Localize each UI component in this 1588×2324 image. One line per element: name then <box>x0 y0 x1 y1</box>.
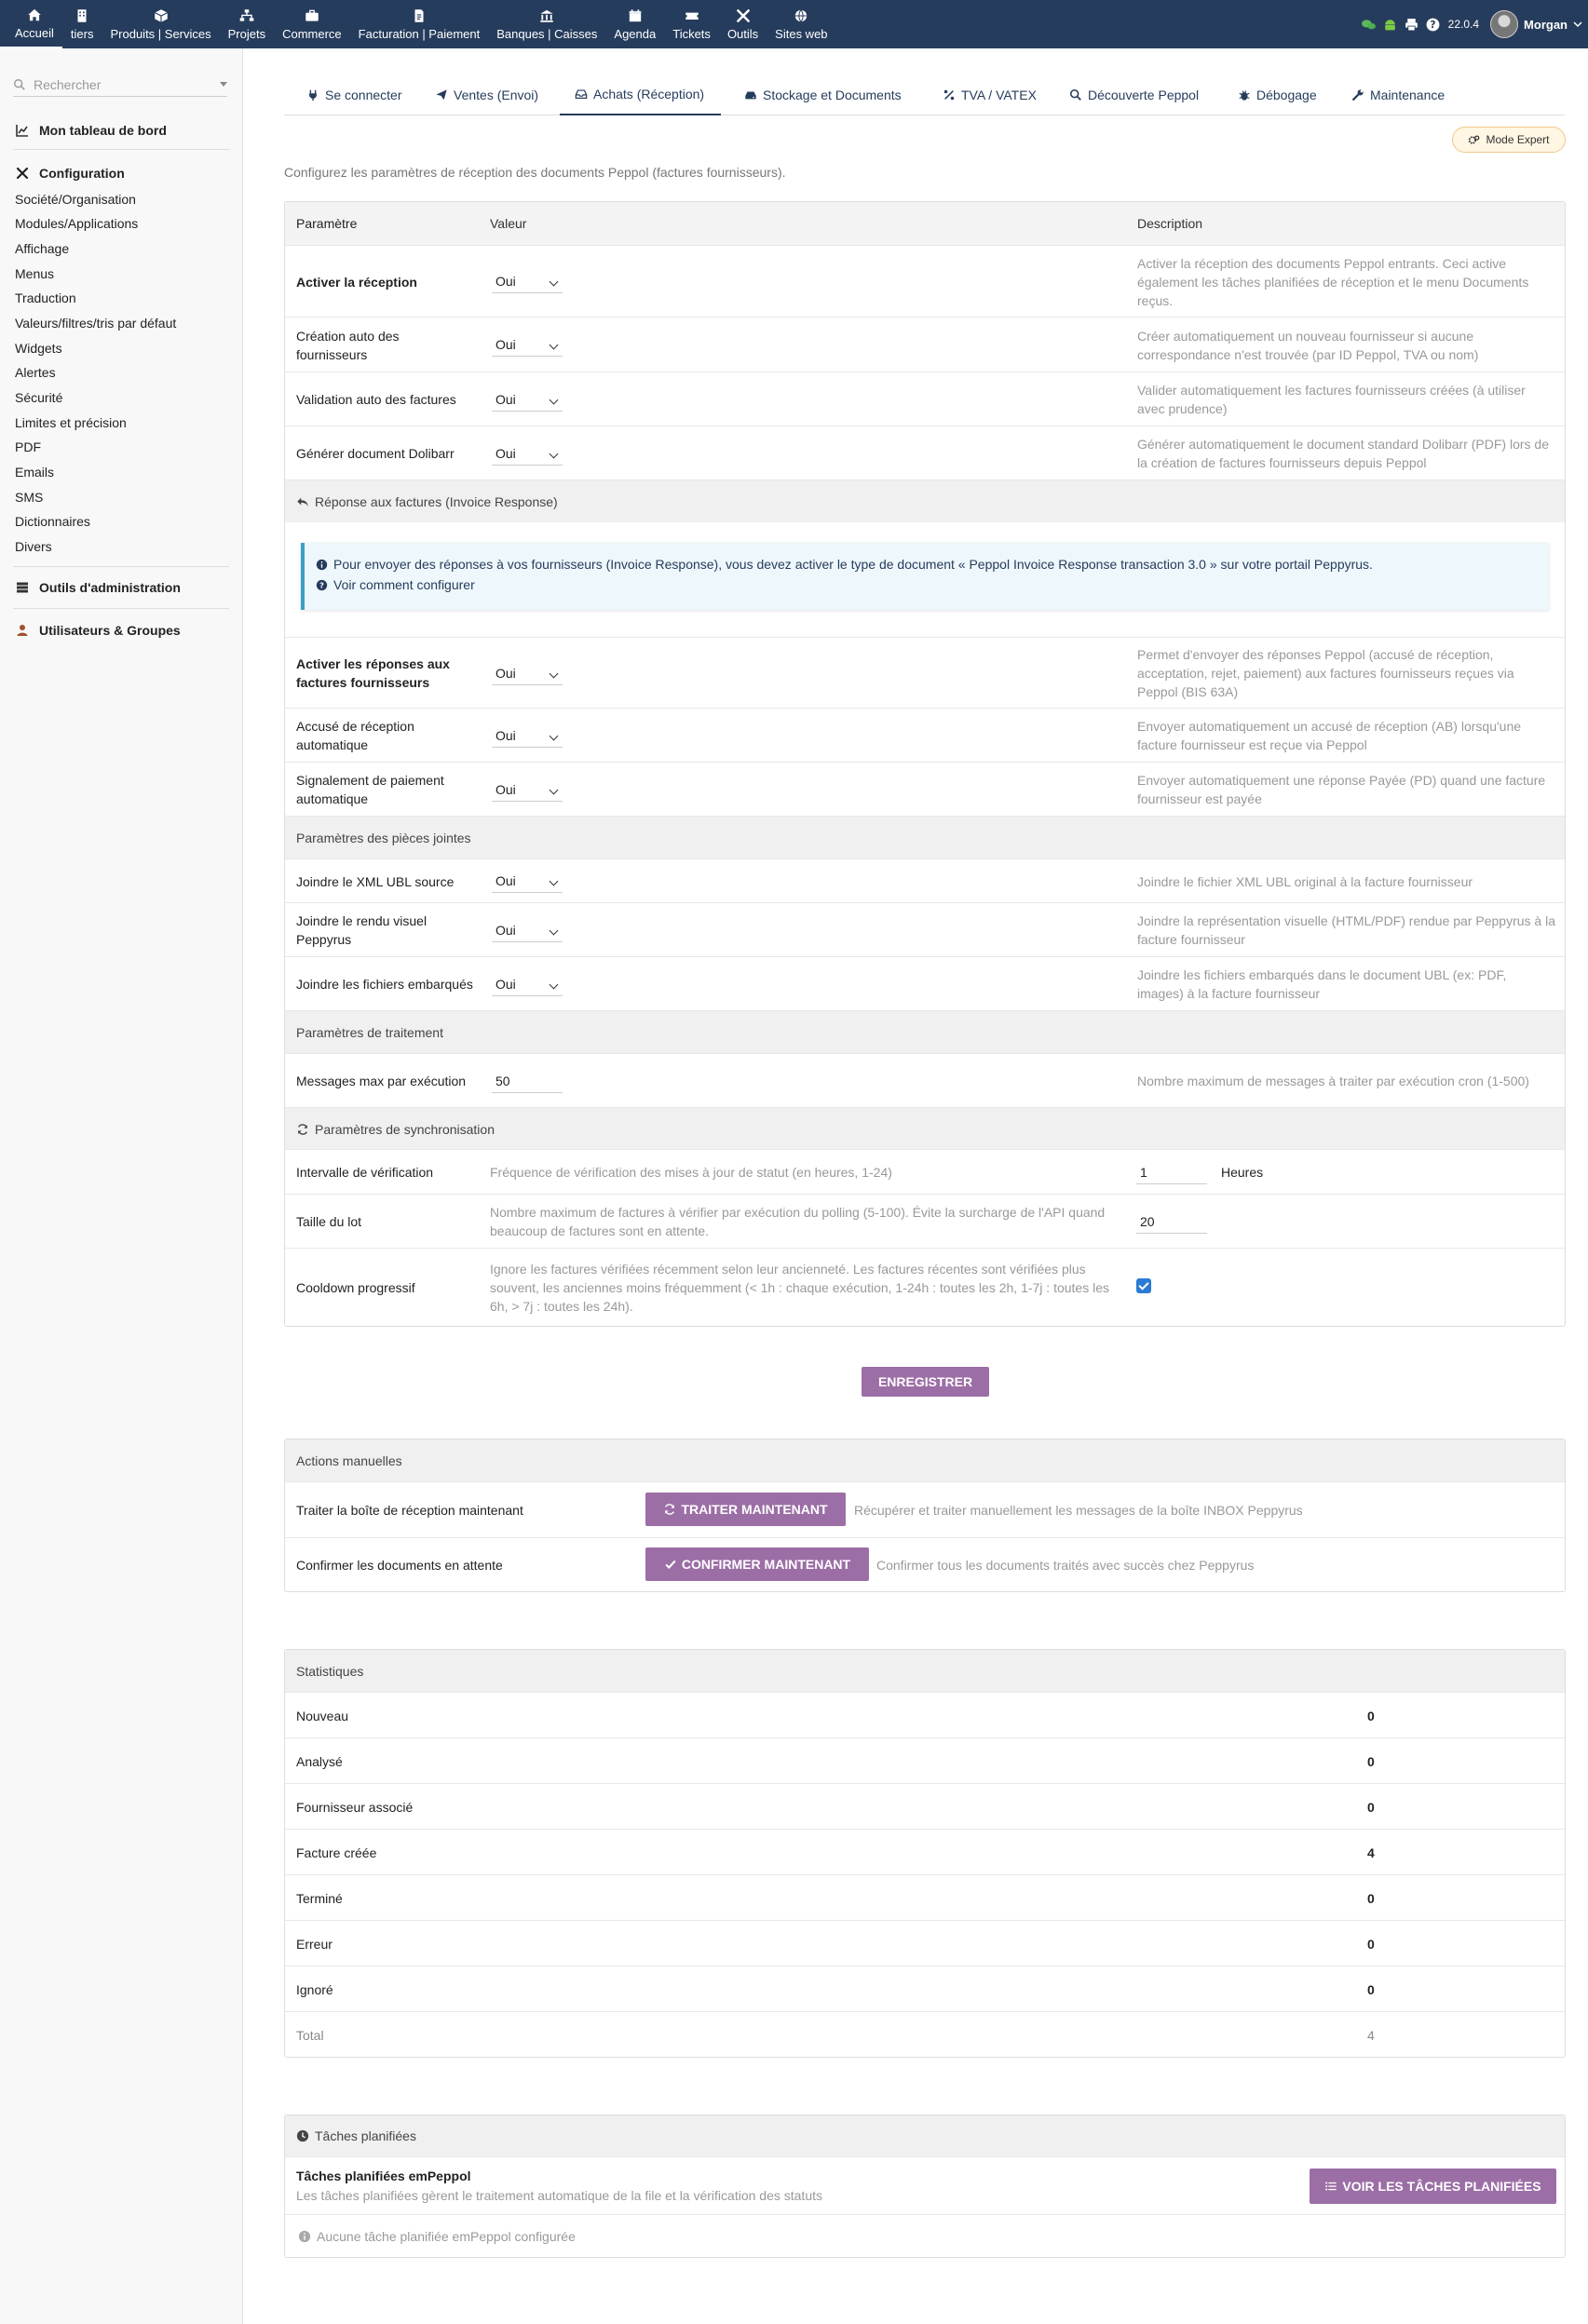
nav-banks[interactable] <box>488 0 605 48</box>
info-link[interactable] <box>316 577 475 592</box>
manual-actions-panel <box>284 1439 1566 1592</box>
auto-create-supplier-select[interactable]: Oui <box>492 332 563 357</box>
sidebar-item-alerts[interactable]: Alertes <box>15 365 56 380</box>
setting-label: Joindre le rendu visuel Peppyrus <box>296 913 428 947</box>
sidebar-item-display[interactable]: Affichage <box>15 241 70 256</box>
setting-label: Activer la réception <box>296 274 417 290</box>
search-input[interactable] <box>13 73 227 97</box>
nav-label: Agenda <box>614 27 657 41</box>
top-menu <box>0 0 836 48</box>
action-description: Récupérer et traiter manuellement les messages de la boîte INBOX Peppyrus <box>854 1503 1303 1518</box>
stat-row <box>285 1966 1565 2011</box>
stat-label: Analysé <box>296 1753 343 1769</box>
stat-total-row <box>285 2011 1565 2057</box>
table-row <box>285 858 1565 902</box>
setting-description: Joindre la représentation visuelle (HTML/PDF) rendue par Peppyrus à la facture fournisseur <box>1137 913 1555 947</box>
sidebar-item-company[interactable]: Société/Organisation <box>15 192 136 207</box>
divider <box>13 149 229 150</box>
sidebar-users-groups[interactable] <box>15 623 181 638</box>
chevron-down-icon[interactable] <box>1573 20 1582 29</box>
stat-value: 0 <box>1367 1799 1375 1815</box>
stat-value: 0 <box>1367 1936 1375 1952</box>
tab-maintenance[interactable] <box>1351 74 1445 115</box>
stat-total-value: 4 <box>1367 2027 1375 2043</box>
check-icon <box>664 1558 677 1571</box>
view-tasks-button[interactable] <box>1310 2169 1556 2204</box>
setting-label: Messages max par exécution <box>296 1074 467 1088</box>
stat-label: Erreur <box>296 1936 333 1952</box>
stat-value: 0 <box>1367 1753 1375 1769</box>
header-description: Description <box>1137 216 1203 231</box>
setting-label: Accusé de réception automatique <box>296 719 414 752</box>
setting-description: Joindre le fichier XML UBL original à la facture fournisseur <box>1137 873 1473 889</box>
clock-icon <box>296 2129 309 2142</box>
stat-row <box>285 1874 1565 1920</box>
setting-label: Validation auto des factures <box>296 392 456 407</box>
sidebar-item-dictionaries[interactable]: Dictionnaires <box>15 514 90 529</box>
setting-description: Fréquence de vérification des mises à jour de statut (en heures, 1-24) <box>490 1165 892 1180</box>
nav-billing[interactable] <box>350 0 489 48</box>
table-row <box>285 1481 1565 1537</box>
nav-products[interactable] <box>102 0 219 48</box>
table-row <box>285 1194 1565 1248</box>
stat-label: Ignoré <box>296 1981 333 1997</box>
setting-label: Activer les réponses aux factures fournisseurs <box>296 656 450 690</box>
nav-label: Commerce <box>282 27 342 41</box>
table-row <box>285 1149 1565 1194</box>
list-icon <box>1324 2180 1337 2193</box>
table-row <box>285 1248 1565 1326</box>
panel-title-label: Tâches planifiées <box>315 2128 416 2143</box>
setting-label: Signalement de paiement automatique <box>296 773 444 806</box>
stat-value: 0 <box>1367 1890 1375 1906</box>
info-circle-icon <box>298 2230 311 2243</box>
svg-text:?: ? <box>319 580 324 590</box>
expert-mode-label: Mode Expert <box>1486 133 1550 146</box>
top-right-tools <box>1361 0 1588 48</box>
enable-responses-select[interactable]: Oui <box>492 661 563 685</box>
expert-mode-button[interactable] <box>1452 127 1566 153</box>
scheduled-tasks-panel <box>284 2115 1566 2258</box>
nav-commerce[interactable] <box>274 0 350 48</box>
sidebar-item-limits[interactable]: Limites et précision <box>15 415 127 430</box>
confirm-now-button[interactable] <box>645 1547 869 1581</box>
section-attachments <box>285 816 1565 858</box>
table-row <box>285 317 1565 372</box>
setting-label: Intervalle de vérification <box>296 1165 434 1180</box>
calendar-icon <box>627 7 644 24</box>
sidebar <box>0 48 243 2324</box>
help-icon[interactable] <box>1425 17 1441 33</box>
stat-row <box>285 1692 1565 1737</box>
building-icon <box>74 7 90 24</box>
setting-description: Activer la réception des documents Peppol entrants. Ceci active également les tâches planifiées de réception et le menu Documents reçus. <box>1137 255 1529 308</box>
setting-label: Création auto des fournisseurs <box>296 328 400 362</box>
tab-label: Ventes (Envoi) <box>454 88 539 102</box>
bug-icon <box>1238 88 1251 101</box>
ticket-icon <box>684 7 700 24</box>
sidebar-configuration-label: Configuration <box>39 166 125 181</box>
server-icon <box>15 580 30 595</box>
setting-label: Taille du lot <box>296 1214 362 1229</box>
setting-label: Joindre le XML UBL source <box>296 873 455 889</box>
nav-agenda[interactable] <box>605 0 664 48</box>
process-now-button[interactable] <box>645 1493 846 1526</box>
nav-label: Accueil <box>15 26 54 40</box>
tasks-subtitle: Tâches planifiées emPeppol <box>296 2169 471 2183</box>
section-title <box>296 480 558 523</box>
top-navbar <box>0 0 1588 48</box>
stat-label: Facture créée <box>296 1844 377 1860</box>
bank-icon <box>538 7 555 24</box>
sidebar-item-modules[interactable]: Modules/Applications <box>15 216 139 231</box>
info-link-text: Voir comment configurer <box>333 577 475 592</box>
tab-label: Maintenance <box>1370 88 1445 102</box>
setting-description: Valider automatiquement les factures fournisseurs créées (à utiliser avec prudence) <box>1137 383 1526 416</box>
nav-label: Banques | Caisses <box>496 27 598 41</box>
action-label: Traiter la boîte de réception maintenant <box>296 1503 523 1518</box>
user-icon <box>15 623 30 638</box>
sidebar-item-translation[interactable]: Traduction <box>15 290 76 305</box>
setting-description: Permet d'envoyer des réponses Peppol (accusé de réception, acceptation, rejet, paiement) aux factures fournisseurs reçues via Peppol (BIS 63A) <box>1137 647 1514 699</box>
sidebar-dashboard-label: Mon tableau de bord <box>39 123 167 138</box>
nav-label: tiers <box>70 27 94 41</box>
setting-description: Générer automatiquement le document standard Dolibarr (PDF) lors de la création de factures fournisseurs depuis Peppol <box>1137 437 1549 470</box>
tab-label: Débogage <box>1256 88 1317 102</box>
stat-row <box>285 1783 1565 1829</box>
svg-text:?: ? <box>1430 18 1436 31</box>
tab-label: Découverte Peppol <box>1088 88 1200 102</box>
sync-icon <box>296 1123 309 1136</box>
tab-purchases[interactable] <box>560 74 721 115</box>
nav-label: Facturation | Paiement <box>358 27 481 41</box>
tab-label: Se connecter <box>325 88 402 102</box>
button-label: CONFIRMER MAINTENANT <box>681 1557 851 1572</box>
info-alert <box>301 543 1549 610</box>
section-title-label: Paramètres de synchronisation <box>315 1121 495 1137</box>
sidebar-users-groups-label: Utilisateurs & Groupes <box>39 623 181 638</box>
sidebar-item-sms[interactable]: SMS <box>15 490 44 505</box>
auto-ack-select[interactable]: Oui <box>492 723 563 748</box>
reply-icon <box>296 495 309 508</box>
table-row <box>285 372 1565 426</box>
table-row <box>285 637 1565 708</box>
tab-label: TVA / VATEX <box>961 88 1037 102</box>
intro-text: Configurez les paramètres de réception des documents Peppol (factures fournisseurs). <box>284 165 786 180</box>
chat-icon[interactable] <box>1361 17 1377 33</box>
table-row <box>285 1537 1565 1591</box>
max-messages-input[interactable]: 50 <box>492 1069 563 1093</box>
setting-description: Joindre les fichiers embarqués dans le document UBL (ex: PDF, images) à la facture fournisseur <box>1137 967 1507 1001</box>
tasks-empty-row <box>285 2214 1565 2257</box>
setting-description: Envoyer automatiquement un accusé de réception (AB) lorsqu'une facture fournisseur est reçue via Peppol <box>1137 719 1522 752</box>
table-row <box>285 1053 1565 1107</box>
tab-label: Achats (Réception) <box>593 87 705 101</box>
setting-description: Ignore les factures vérifiées récemment selon leur ancienneté. Les factures récentes sont vérifiées plus souvent, les anciennes moins fréquemment (< 1h : chaque exécution, 1-24h : toutes les 2h, 1-7j : toutes les 6h, > 7j : toutes les 24h). <box>490 1262 1109 1314</box>
table-row <box>285 708 1565 762</box>
progressive-cooldown-checkbox[interactable] <box>1136 1278 1151 1293</box>
generate-document-select[interactable]: Oui <box>492 441 563 466</box>
sidebar-admin-tools-label: Outils d'administration <box>39 580 181 595</box>
percent-icon <box>943 88 956 101</box>
wrench-icon <box>1351 88 1364 101</box>
cogs-icon <box>1468 134 1480 146</box>
file-invoice-icon <box>411 7 428 24</box>
tasks-info-row <box>285 2156 1565 2214</box>
section-sync <box>285 1107 1565 1149</box>
stat-label: Nouveau <box>296 1708 349 1723</box>
attach-embedded-select[interactable]: Oui <box>492 972 563 996</box>
stat-label: Terminé <box>296 1890 343 1906</box>
sync-icon <box>663 1503 676 1516</box>
sitemap-icon <box>238 7 255 24</box>
button-label: VOIR LES TÂCHES PLANIFIÉES <box>1342 2179 1541 2194</box>
stat-total-label: Total <box>296 2027 324 2043</box>
sidebar-item-misc[interactable]: Divers <box>15 539 52 554</box>
header-param: Paramètre <box>296 216 358 231</box>
setting-description: Nombre maximum de factures à vérifier par exécution du polling (5-100). Évite la surcharge de l'API quand beaucoup de factures sont en attente. <box>490 1205 1106 1238</box>
nav-projects[interactable] <box>220 0 274 48</box>
print-icon[interactable] <box>1404 17 1419 33</box>
section-processing <box>285 1010 1565 1053</box>
info-row <box>285 522 1565 629</box>
panel-header <box>285 1439 1565 1481</box>
info-message <box>316 557 1373 572</box>
attach-visual-select[interactable]: Oui <box>492 918 563 942</box>
button-label: TRAITER MAINTENANT <box>681 1502 828 1517</box>
tools-icon <box>15 166 30 181</box>
section-title: Paramètres de traitement <box>296 1025 443 1040</box>
section-title: Paramètres des pièces jointes <box>296 831 471 845</box>
save-button[interactable]: ENREGISTRER <box>862 1367 989 1397</box>
panel-header <box>285 2115 1565 2156</box>
search-placeholder: Rechercher <box>34 76 102 92</box>
inbox-icon <box>575 88 588 101</box>
search-icon <box>13 78 26 91</box>
table-row <box>285 762 1565 816</box>
nav-websites[interactable] <box>767 0 835 48</box>
auto-validate-select[interactable]: Oui <box>492 387 563 412</box>
username[interactable]: Morgan <box>1524 17 1568 32</box>
header-value: Valeur <box>490 216 527 231</box>
tab-sales[interactable] <box>435 74 538 115</box>
section-invoice-response <box>285 480 1565 522</box>
divider <box>13 608 229 609</box>
nav-label: Produits | Services <box>110 27 211 41</box>
sidebar-item-security[interactable]: Sécurité <box>15 390 63 405</box>
stat-value: 4 <box>1367 1844 1375 1860</box>
tasks-empty <box>298 2215 576 2258</box>
tab-connect[interactable] <box>306 74 402 115</box>
nav-tickets[interactable] <box>664 0 719 48</box>
sidebar-item-widgets[interactable]: Widgets <box>15 341 62 356</box>
section-title <box>296 1108 495 1150</box>
plug-icon <box>306 88 319 101</box>
setting-label: Générer document Dolibarr <box>296 446 455 461</box>
dropdown-caret-icon[interactable] <box>220 82 227 87</box>
sidebar-item-menus[interactable]: Menus <box>15 266 55 281</box>
hdd-icon <box>744 88 757 101</box>
version-label: 22.0.4 <box>1447 18 1480 31</box>
tasks-empty-text: Aucune tâche planifiée emPeppol configurée <box>317 2229 576 2244</box>
action-description: Confirmer tous les documents traités avec succès chez Peppyrus <box>876 1558 1255 1573</box>
stat-label: Fournisseur associé <box>296 1799 414 1815</box>
cube-icon <box>153 7 170 24</box>
sidebar-item-defaults[interactable]: Valeurs/filtres/tris par défaut <box>15 316 177 331</box>
setting-description: Nombre maximum de messages à traiter par exécution cron (1-500) <box>1137 1074 1529 1088</box>
nav-label: Tickets <box>672 27 711 41</box>
table-row <box>285 426 1565 480</box>
android-icon[interactable] <box>1382 17 1398 33</box>
tab-storage[interactable] <box>744 74 902 115</box>
batch-size-input[interactable]: 20 <box>1136 1209 1207 1234</box>
table-header <box>285 202 1565 245</box>
briefcase-icon <box>304 7 320 24</box>
panel-title: Actions manuelles <box>296 1452 402 1468</box>
stat-row <box>285 1737 1565 1783</box>
statistics-panel <box>284 1649 1566 2058</box>
enable-reception-select[interactable]: Oui <box>492 269 563 293</box>
auto-payment-select[interactable]: Oui <box>492 777 563 802</box>
stat-value: 0 <box>1367 1981 1375 1997</box>
tab-label: Stockage et Documents <box>763 88 902 102</box>
info-circle-icon <box>316 559 328 571</box>
stat-row <box>285 1920 1565 1966</box>
table-row <box>285 956 1565 1010</box>
table-row <box>285 245 1565 317</box>
tab-vat[interactable] <box>943 74 1037 115</box>
setting-description: Créer automatiquement un nouveau fournisseur si aucune correspondance n'est trouvée (par ID Peppol, TVA ou nom) <box>1137 328 1479 362</box>
stat-row <box>285 1829 1565 1874</box>
nav-tools[interactable] <box>719 0 767 48</box>
setting-label: Joindre les fichiers embarqués <box>296 977 473 992</box>
settings-table <box>284 201 1566 1327</box>
sidebar-item-pdf[interactable]: PDF <box>15 439 41 454</box>
home-icon <box>26 7 43 23</box>
tab-discovery[interactable] <box>1069 74 1199 115</box>
attach-xml-select[interactable]: Oui <box>492 869 563 893</box>
tools-icon <box>735 7 752 24</box>
check-interval-input[interactable]: 1 <box>1136 1160 1207 1184</box>
action-label: Confirmer les documents en attente <box>296 1558 503 1573</box>
nav-home[interactable] <box>0 0 62 48</box>
tab-debug[interactable] <box>1238 74 1317 115</box>
setting-label: Cooldown progressif <box>296 1280 415 1295</box>
avatar[interactable] <box>1490 10 1518 38</box>
tasks-description: Les tâches planifiées gèrent le traitement automatique de la file et la vérification des statuts <box>296 2188 822 2203</box>
setting-description: Envoyer automatiquement une réponse Payée (PD) quand une facture fournisseur est payée <box>1137 773 1546 806</box>
panel-header <box>285 1650 1565 1692</box>
nav-label: Projets <box>227 27 266 41</box>
nav-label: Sites web <box>775 27 828 41</box>
search-icon <box>1069 88 1082 101</box>
nav-thirdparties[interactable] <box>62 0 102 48</box>
sidebar-configuration[interactable] <box>15 166 125 181</box>
sidebar-admin-tools[interactable] <box>15 580 181 595</box>
info-message-text: Pour envoyer des réponses à vos fournisseurs (Invoice Response), vous devez activer le type de document « Peppol Invoice Response transaction 3.0 » sur votre portail Peppyrus. <box>333 557 1373 572</box>
divider <box>13 566 229 567</box>
globe-icon <box>793 7 809 24</box>
section-title-label: Réponse aux factures (Invoice Response) <box>315 494 558 509</box>
sidebar-item-emails[interactable]: Emails <box>15 465 55 480</box>
paper-plane-icon <box>435 88 448 101</box>
table-row <box>285 902 1565 956</box>
chart-line-icon <box>15 123 30 138</box>
question-circle-icon <box>316 579 328 591</box>
stat-value: 0 <box>1367 1708 1375 1723</box>
tab-bar <box>284 74 1565 115</box>
panel-title <box>296 2115 416 2156</box>
sidebar-dashboard[interactable] <box>15 123 167 138</box>
nav-label: Outils <box>726 27 759 41</box>
unit-label: Heures <box>1221 1165 1264 1180</box>
panel-title: Statistiques <box>296 1663 364 1679</box>
